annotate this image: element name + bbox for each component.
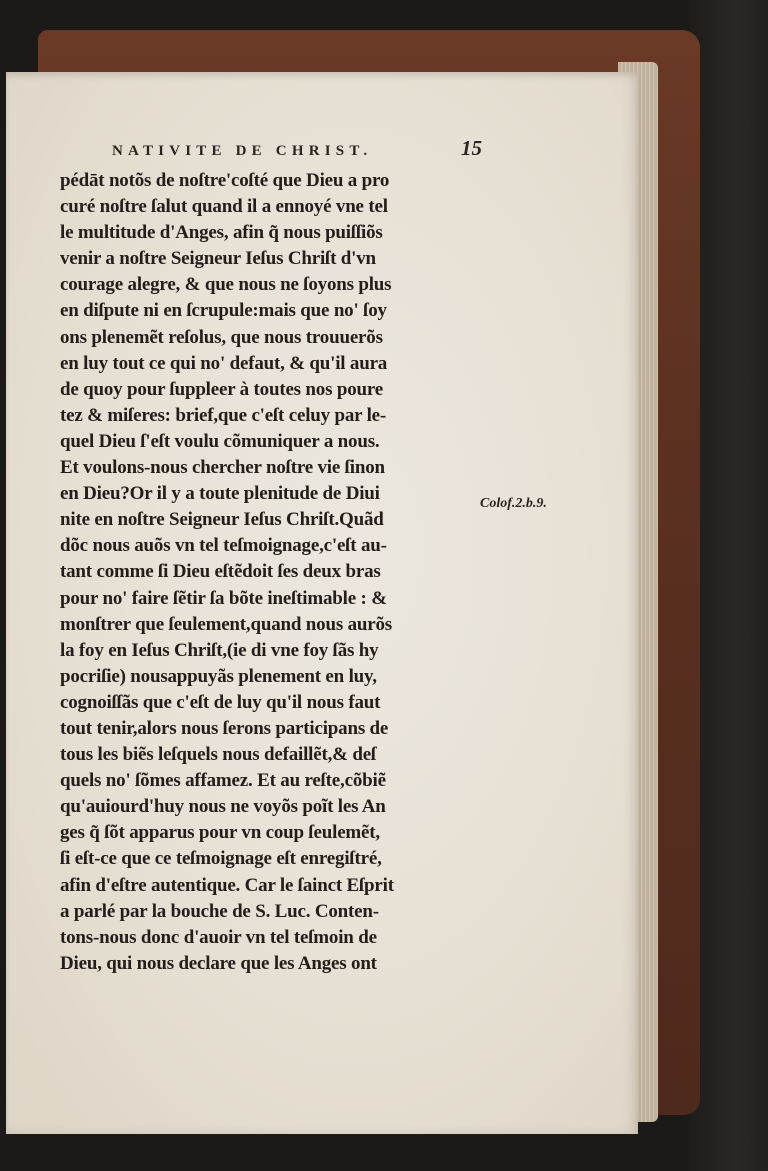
text-line: tout tenir,alors nous ſerons participans de [60,717,389,739]
text-line: nite en noſtre Seigneur Ieſus Chriſt.Quãd [60,509,384,531]
text-line: en diſpute ni en ſcrupule:mais que no' ſoy [60,300,387,322]
text-line: afin d'eſtre autentique. Car le ſainct Eſprit [60,874,394,896]
text-line: qu'auiourd'huy nous ne voyõs poĩt les An [60,796,386,818]
text-line: pocriſie) nousappuyãs plenement en luy, [60,665,377,687]
text-line: en luy tout ce qui no' defaut, & qu'il aura [60,352,388,374]
text-line: en Dieu?Or il y a toute plenitude de Diui [60,483,380,505]
text-line: tons-nous donc d'auoir vn tel teſmoin de [60,926,377,948]
text-line: ons plenemẽt reſolus, que nous trouuerõs [60,326,383,348]
marginal-note: Colof.2.b.9. [480,496,547,511]
page-header [112,136,482,158]
text-line: venir a noſtre Seigneur Ieſus Chriſt d'vn [60,248,376,270]
text-line: ges q̃ ſõt apparus pour vn coup ſeulemẽt, [60,822,380,844]
dark-background [690,0,768,1171]
text-line: ſi eſt-ce que ce teſmoignage eſt enregiſtré, [60,848,382,870]
text-line: Et voulons-nous chercher noſtre vie ſinon [60,457,385,479]
page-number: 15 [461,136,482,160]
running-title: NATIVITE DE CHRIST. [112,143,373,159]
text-line: quel Dieu ſ'eſt voulu cõmuniquer a nous. [60,430,380,452]
text-line: tant comme ſi Dieu eſtẽdoit ſes deux bras [60,561,381,583]
text-line: pour no' faire ſẽtir ſa bõte ineſtimable : & [60,587,387,609]
text-line: a parlé par la bouche de S. Luc. Conten- [60,900,379,922]
text-line: quels no' ſõmes affamez. Et au reſte,cõbiẽ [60,770,386,792]
text-line: curé noſtre ſalut quand il a ennoyé vne tel [60,196,388,218]
text-line: le multitude d'Anges, afin q̃ nous puiſſiõs [60,222,383,244]
text-line: tous les biẽs leſquels nous defaillẽt,& deſ [60,744,377,766]
text-line: monſtrer que ſeulement,quand nous aurõs [60,613,392,635]
text-line: tez & miſeres: brief,que c'eſt celuy par le- [60,404,387,426]
text-line: pédāt notõs de noſtre'coſté que Dieu a pro [60,170,390,191]
body-text [60,168,476,977]
text-line: cognoiſſãs que c'eſt de luy qu'il nous faut [60,691,381,713]
text-line: dõc nous auõs vn tel teſmoignage,c'eſt au- [60,535,387,557]
text-line: courage alegre, & que nous ne ſoyons plus [60,274,392,296]
text-line: la foy en Ieſus Chriſt,(ie di vne foy ſãs hy [60,639,379,661]
text-line: Dieu, qui nous declare que les Anges ont [60,952,377,974]
text-line: de quoy pour ſuppleer à toutes nos poure [60,378,383,400]
